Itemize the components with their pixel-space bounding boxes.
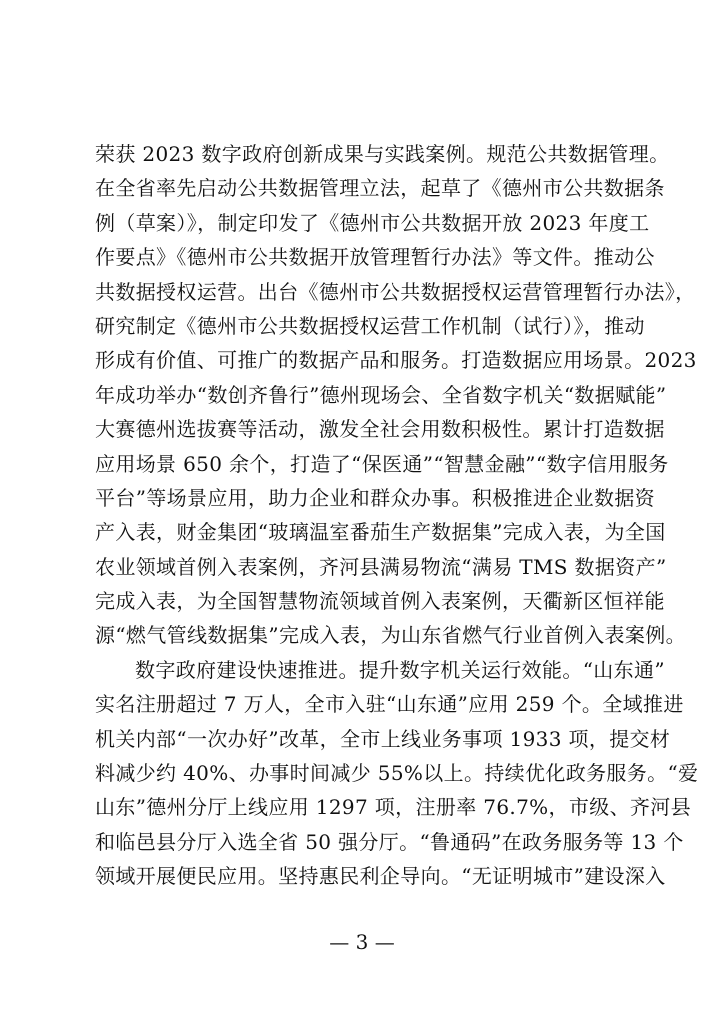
page-number: — 3 — — [329, 930, 395, 954]
text-line: 作要点》《德州市公共数据开放管理暂行办法》等文件。推动公 — [95, 245, 655, 270]
text-line: 形成有价值、可推广的数据产品和服务。打造数据应用场景。2023 — [95, 348, 697, 373]
text-line: 实名注册超过 7 万人，全市入驻“山东通”应用 259 个。全域推进 — [95, 692, 684, 717]
text-line: 研究制定《德州市公共数据授权运营工作机制（试行）》，推动 — [95, 313, 645, 338]
text-line: 源“燃气管线数据集”完成入表，为山东省燃气行业首例入表案例。 — [95, 623, 686, 648]
text-line: 在全省率先启动公共数据管理立法，起草了《德州市公共数据条 — [95, 176, 665, 201]
text-line: 应用场景 650 余个，打造了“保医通”“智慧金融”“数字信用服务 — [95, 451, 669, 476]
text-line: 料减少约 40%、办事时间减少 55%以上。持续优化政务服务。“爱 — [95, 761, 699, 786]
body-text — [95, 137, 699, 894]
text-line: 完成入表，为全国智慧物流领域首例入表案例，天衢新区恒祥能 — [95, 589, 665, 614]
text-line: 共数据授权运营。出台《德州市公共数据授权运营管理暂行办法》， — [95, 279, 696, 304]
paragraph-start-line: 数字政府建设快速推进。提升数字机关运行效能。“山东通” — [135, 657, 665, 682]
text-line: 产入表，财金集团“玻璃温室番茄生产数据集”完成入表，为全国 — [95, 520, 666, 545]
text-line: 和临邑县分厅入选全省 50 强分厅。“鲁通码”在政务服务等 13 个 — [95, 829, 684, 854]
text-line: 机关内部“一次办好”改革，全市上线业务事项 1933 项，提交材 — [95, 726, 671, 751]
text-line: 年成功举办“数创齐鲁行”德州现场会、全省数字机关“数据赋能” — [95, 382, 667, 407]
text-line: 平台”等场景应用，助力企业和群众办事。积极推进企业数据资 — [95, 485, 656, 510]
text-line: 荣获 2023 数字政府创新成果与实践案例。规范公共数据管理。 — [95, 142, 670, 166]
text-line: 领域开展便民应用。坚持惠民利企导向。“无证明城市”建设深入 — [95, 864, 666, 889]
text-line: 大赛德州选拔赛等活动，激发全社会用数积极性。累计打造数据 — [95, 417, 665, 442]
text-line: 山东”德州分厅上线应用 1297 项，注册率 76.7%，市级、齐河县 — [95, 795, 691, 820]
text-line: 农业领域首例入表案例，齐河县满易物流“满易 TMS 数据资产” — [95, 554, 667, 579]
text-line: 例（草案）》，制定印发了《德州市公共数据开放 2023 年度工 — [95, 210, 650, 235]
